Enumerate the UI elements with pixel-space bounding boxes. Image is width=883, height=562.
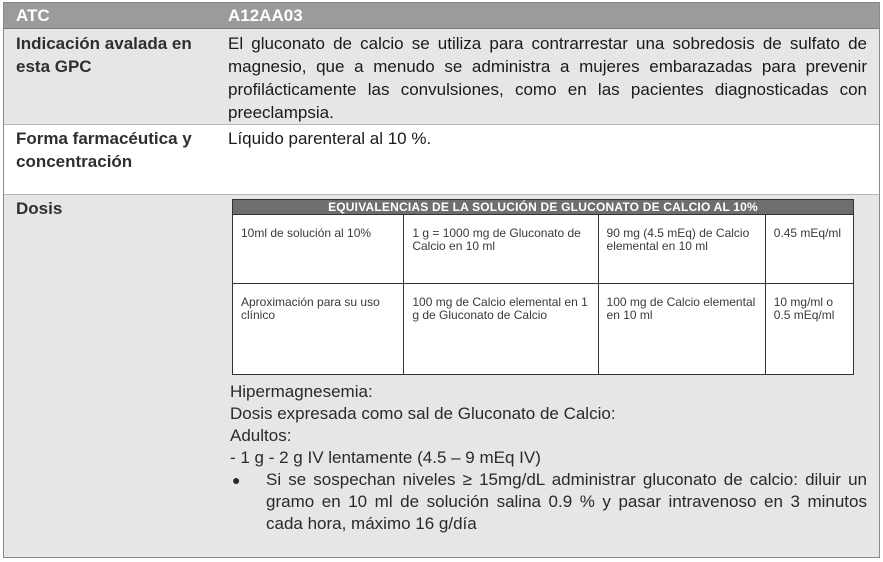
bullet-icon: ● — [232, 472, 241, 488]
dosis-text-block — [230, 381, 867, 535]
atc-label: ATC — [16, 6, 50, 25]
equivalencias-table — [232, 199, 854, 375]
drug-info-table — [3, 2, 880, 558]
table-cell: 10ml de solución al 10% — [233, 215, 404, 284]
table-cell: 0.45 mEq/ml — [765, 215, 853, 284]
table-cell: Aproximación para su uso clínico — [233, 284, 404, 375]
indicacion-text: El gluconato de calcio se utiliza para contrarrestar una sobredosis de sulfato de magnesio, que a menudo se administra a mujeres embarazadas para prevenir profilácticamente las convulsiones, como en las pacientes diagnosticadas con preeclampsia. — [228, 34, 867, 122]
dosis-line: Adultos: — [230, 426, 292, 445]
dosis-bullet — [230, 469, 867, 535]
dosis-label: Dosis — [16, 199, 63, 218]
table-cell: 100 mg de Calcio elemental en 1 g de Gluconato de Calcio — [404, 284, 598, 375]
indicacion-label: Indicación avalada en esta GPC — [16, 34, 192, 76]
forma-row — [4, 125, 879, 195]
dosis-line: Hipermagnesemia: — [230, 382, 373, 401]
equivalencias-title: EQUIVALENCIAS DE LA SOLUCIÓN DE GLUCONATO DE CALCIO AL 10% — [233, 200, 854, 215]
table-cell: 10 mg/ml o 0.5 mEq/ml — [765, 284, 853, 375]
table-cell: 100 mg de Calcio elemental en 10 ml — [598, 284, 765, 375]
dosis-line: - 1 g - 2 g IV lentamente (4.5 – 9 mEq IV) — [230, 448, 541, 467]
dosis-row — [4, 195, 879, 557]
forma-label: Forma farmacéutica y concentración — [16, 129, 192, 171]
dosis-content — [214, 197, 879, 557]
table-cell: 1 g = 1000 mg de Gluconato de Calcio en 10 ml — [404, 215, 598, 284]
atc-code: A12AA03 — [228, 6, 303, 25]
table-row — [233, 215, 854, 284]
table-cell: 90 mg (4.5 mEq) de Calcio elemental en 10 ml — [598, 215, 765, 284]
indicacion-row — [4, 29, 879, 125]
forma-text: Líquido parenteral al 10 %. — [228, 129, 432, 148]
atc-header-row — [4, 3, 879, 29]
dosis-line: Dosis expresada como sal de Gluconato de Calcio: — [230, 404, 616, 423]
table-row — [233, 284, 854, 375]
dosis-bullet-text: Si se sospechan niveles ≥ 15mg/dL administrar gluconato de calcio: diluir un gramo en 10 ml de solución salina 0.9 % y pasar intravenoso en 3 minutos cada hora, máximo 16 g/día — [266, 470, 867, 533]
